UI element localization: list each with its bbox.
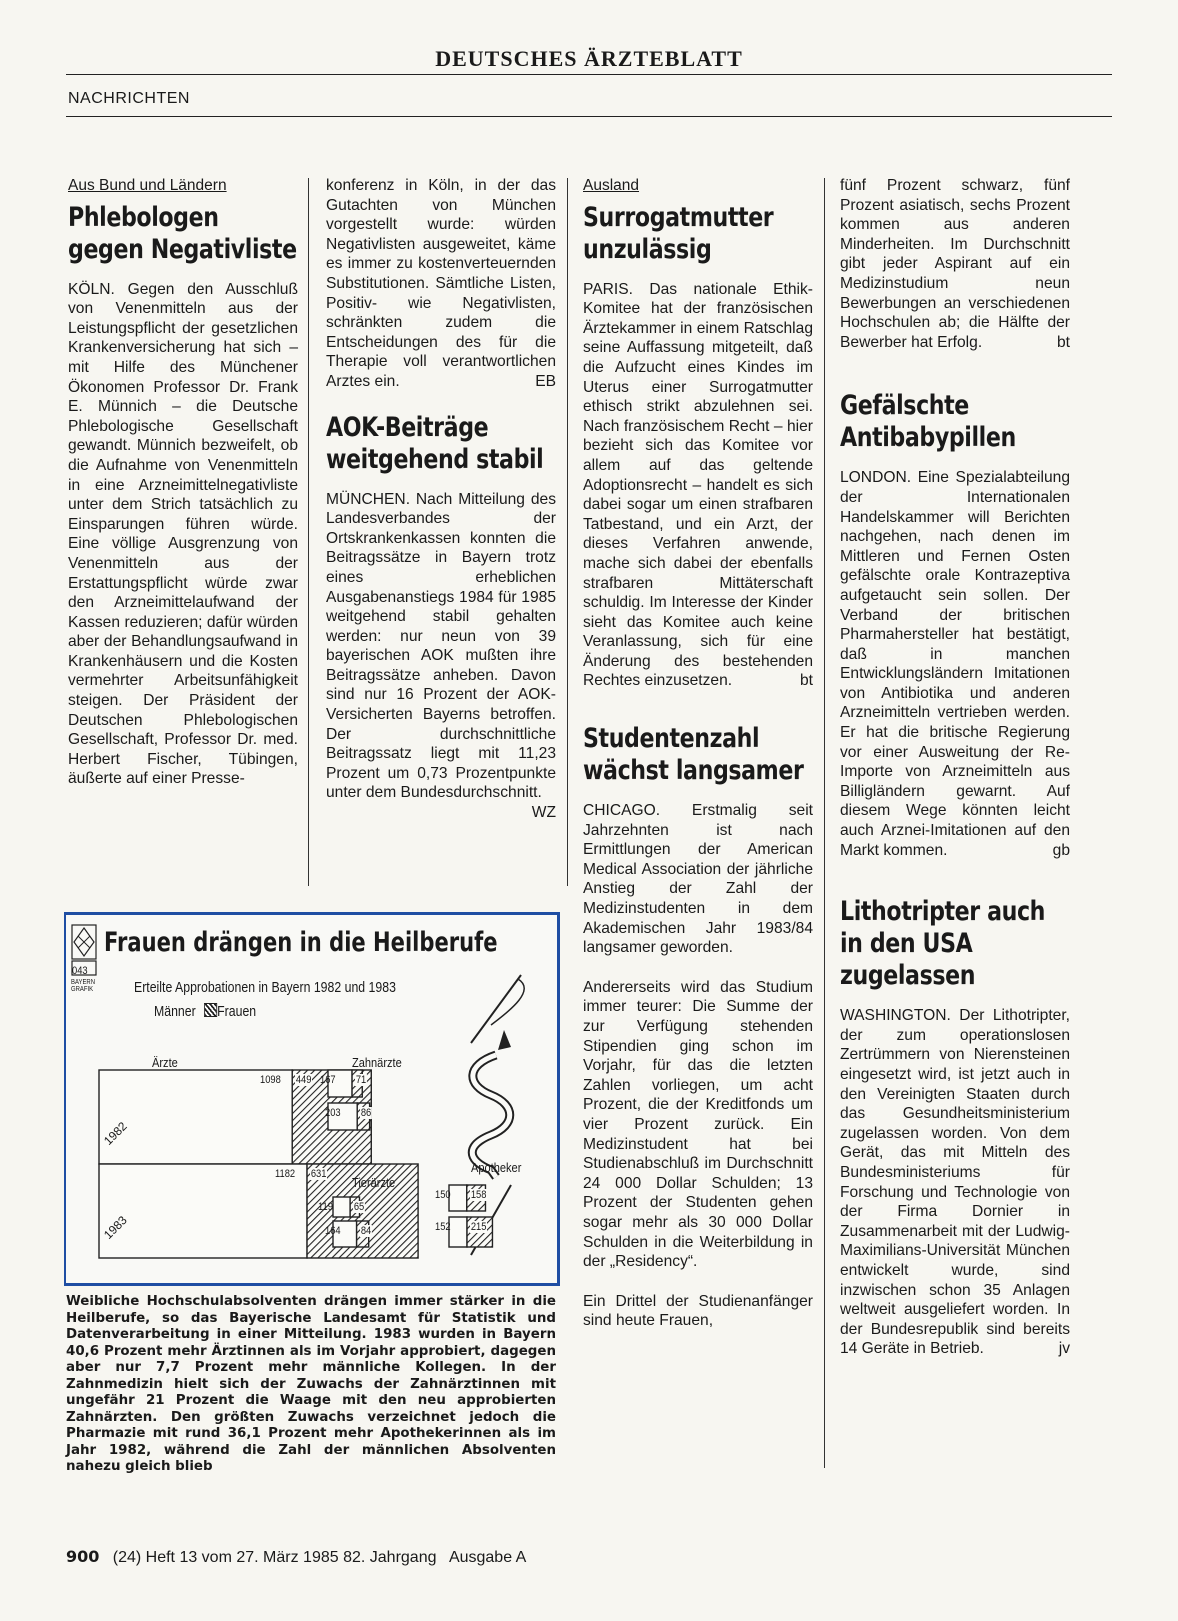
article-aok-text: MÜNCHEN. Nach Mitteilung des Landesverbandes der Ortskrankenkassen konnten die Beitragssätze in Bayern trotz eines erheblichen Ausgabenanstiegs 1984 für 1985 weitgehend stabil gehalten werden: nur neun von 39 bayerischen AOK mußten ihre Beitragssätze anheben. Davon sind nur 16 Prozent der AOK-Versicherten Bayerns betroffen. Der durchschnittliche Beitragssatz liegt mit 11,23 Prozent um 0,73 Prozentpunkte unter dem Bundesdurchschnitt. WZ <box>326 490 556 822</box>
column-4 <box>840 176 1070 1359</box>
article-studenten-text: CHICAGO. Erstmalig seit Jahrzehnten ist nach Ermittlungen der American Medical Association der jährliche Anstieg der Zahl der Medizinstudenten in dem Akademischen Jahr 1983/84 langsamer geworden. <box>583 802 813 957</box>
bar-men-apotheker-1983 <box>449 1217 467 1247</box>
masthead-rule <box>66 74 1112 75</box>
signature-bt: bt <box>1056 333 1070 351</box>
signature-jv: jv <box>1058 1340 1070 1358</box>
figure-caption: Weibliche Hochschulabsolventen drängen immer stärker in die Heilberufe, so das Bayerische Landesamt für Statistik und Datenverarbeitung in einer Mitteilung. 1983 wurden in Bayern 40,6 Prozent mehr Ärztinnen als im Vorjahr approbiert, dagegen aber nur 7,7 Prozent mehr männliche Kollegen. In der Zahnmedizin hielt sich der Zuwachs der Zahnärztinnen mit ungefähr 21 Prozent die Waage mit den neu approbierten Zahnärzten. Den größten Zuwachs verzeichnet jedoch die Pharmazie mit rund 36,1 Prozent mehr Apothekerinnen als im Jahr 1982, während die Zahl der männlichen Absolventen nahezu gleich blieb <box>66 1294 556 1474</box>
headline-aok: AOK-Beiträge weitgehend stabil <box>326 411 544 475</box>
column-divider <box>308 178 309 886</box>
column-3 <box>583 176 813 1331</box>
article-studenten-continued: fünf Prozent schwarz, fünf Prozent asiatisch, sechs Prozent kommen aus anderen Minderheiten. Im Durchschnitt gibt jeder Aspirant auf ein Medizinstudium neun Bewerbungen an verschiedenen Hochschulen ab; die Hälfte der Bewerber hat Erfolg. bt <box>840 177 1070 351</box>
edition: Ausgabe A <box>448 1549 527 1566</box>
value-men-ärzte-1982: 1098 <box>260 1074 282 1086</box>
value-women-zahnärzte-1983: 86 <box>361 1107 372 1119</box>
value-women-ärzte-1982: 449 <box>296 1074 312 1086</box>
article-surrogat-text: PARIS. Das nationale Ethik-Komitee hat der französischen Ärztekammer in einem Ratschlag seine Auffassung mitgeteilt, daß die Aufzucht eines Kindes im Uterus einer Surrogatmutter ethisch strikt abzulehnen sei. Nach französischem Recht – hier bezieht sich das Komitee vor allem auf das geltende Adoptionsrecht – handelt es sich dabei sogar um einen strafbaren Tatbestand, und ein Arzt, der dieses Verfahren anwende, mache sich dabei der ebenfalls strafbaren Mittäterschaft schuldig. Im Interesse der Kinder sieht das Komitee auch keine Veranlassung, sich für eine Änderung des bestehenden Rechtes einzusetzen. bt <box>583 280 813 690</box>
signature-eb: EB <box>535 372 556 390</box>
value-women-apotheker-1983: 215 <box>470 1221 487 1233</box>
logo-text: BAYERN GRAFIK <box>71 979 96 993</box>
value-men-ärzte-1983: 1182 <box>275 1168 296 1180</box>
value-men-zahnärzte-1982: 167 <box>320 1074 336 1086</box>
year-label-1982: 1982 <box>101 1119 130 1148</box>
headline-phlebologen: Phlebologen gegen Negativliste <box>68 201 297 265</box>
kicker-ausland: Ausland <box>583 177 640 194</box>
article-studenten-text-3: Ein Drittel der Studienanfänger sind heute Frauen, <box>583 1292 813 1330</box>
signature-wz: WZ <box>531 804 556 822</box>
headline-antibabypillen: Gefälschte Antibabypillen <box>840 390 1016 454</box>
section-rule <box>66 116 1112 117</box>
value-women-tierärzte-1983: 84 <box>360 1225 371 1237</box>
article-phlebologen-continued: konferenz in Köln, in der das Gutachten von München vorgestellt wurde: würden Negativlisten ausgeweitet, käme es immer zu kostenverteuernden Substitutionen. Sämtliche Listen, Positiv- wie Negativlisten, schränkten zudem die Entscheidungen des für die Therapie voll verantwortlichen Arztes ein. EB <box>326 177 556 390</box>
value-women-tierärzte-1982: 65 <box>353 1201 365 1213</box>
aesculap-staff-icon <box>471 975 524 1255</box>
column-1 <box>68 176 298 789</box>
chart-bars <box>99 1070 492 1258</box>
group-label-apotheker: Apotheker <box>471 1160 522 1175</box>
article-lithotripter-text: WASHINGTON. Der Lithotripter, der zum operationslosen Zertrümmern von Nierensteinen eingesetzt wird, ist jetzt auch in den Vereinigten Staaten durch das Gesundheitsministerium zugelassen worden. Von dem Gerät, das mit Mitteln des Bundesministeriums für Forschung und Technologie von der Firma Dornier in Zusammenarbeit mit der Ludwig-Maximilians-Universität München entwickelt wurde, sind inzwischen schon 35 Anlagen weltweit ausgeliefert worden. In der Bundesrepublik sind bereits 14 Geräte in Betrieb. jv <box>840 1007 1070 1358</box>
group-label-zahnärzte: Zahnärzte <box>352 1055 402 1070</box>
legend-men: Männer <box>154 1003 196 1020</box>
chart-legend <box>154 1003 256 1020</box>
legend-women: Frauen <box>217 1003 257 1020</box>
issue-info: (24) Heft 13 vom 27. März 1985 82. Jahrgang <box>112 1549 437 1566</box>
signature-gb: gb <box>1052 841 1070 859</box>
chart-title: Frauen drängen in die Heilberufe <box>104 927 498 958</box>
article-antibaby-text: LONDON. Eine Spezialabteilung der Internationalen Handelskammer will Berichten nachgehen, nach denen im Mittleren und Fernen Osten gefälschte orale Kontrazeptiva aufgetaucht sein sollen. Der Verband der britischen Pharmahersteller hat bestätigt, daß in manchen Entwicklungsländern Imitationen von Antibiotika und anderen Arzneimitteln vertrieben werden. Er hat die britische Regierung vor einer Ausweitung der Re-Importe von Arzneimitteln aus Billigländern gewarnt. Auf diesem Wege könnten leicht auch Arznei-Imitationen auf den Markt kommen. gb <box>840 469 1070 859</box>
headline-surrogatmutter: Surrogatmutter unzulässig <box>583 201 774 265</box>
chart-subtitle: Erteilte Approbationen in Bayern 1982 und 1983 <box>134 979 396 996</box>
value-women-zahnärzte-1982: 71 <box>355 1074 367 1086</box>
column-divider <box>567 178 568 886</box>
group-label-ärzte: Ärzte <box>152 1055 178 1070</box>
value-men-tierärzte-1982: 119 <box>318 1201 334 1213</box>
year-label-1983: 1983 <box>101 1213 130 1242</box>
kicker-bund-laender: Aus Bund und Ländern <box>68 177 227 194</box>
value-women-apotheker-1982: 158 <box>470 1189 487 1201</box>
value-men-tierärzte-1983: 164 <box>324 1225 341 1237</box>
value-women-ärzte-1983: 631 <box>310 1168 327 1180</box>
headline-lithotripter: Lithotripter auch in den USA zugelassen <box>840 896 1046 992</box>
section-label: NACHRICHTEN <box>68 90 190 107</box>
logo-number: 043 <box>72 965 88 977</box>
infographic-heilberufe <box>64 912 560 1286</box>
value-men-apotheker-1983: 152 <box>434 1221 451 1233</box>
signature-bt: bt <box>799 672 813 690</box>
page-footer <box>66 1547 526 1567</box>
legend-women-swatch <box>204 1003 217 1017</box>
headline-studentenzahl: Studentenzahl wächst langsamer <box>583 723 804 787</box>
bar-men-tierärzte-1982 <box>333 1197 350 1217</box>
group-label-tierärzte: Tierärzte <box>352 1175 396 1190</box>
bar-men-apotheker-1982 <box>449 1185 467 1211</box>
article-studenten-text-2: Andererseits wird das Studium immer teurer: Die Summe der zur Verfügung stehenden Stipendien ging schon im Vorjahr, für das die letzten Zahlen vorliegen, um acht Prozent, die der Kreditfonds um vier Prozent zurück. Ein Medizinstudent hat bei Studienabschluß im Durchschnitt 24 000 Dollar Schulden; 13 Prozent der Studenten gehen sogar mehr als 30 000 Dollar Schulden in die Weiterbildung in der „Residency“. <box>583 978 813 1271</box>
value-men-zahnärzte-1983: 203 <box>325 1107 341 1119</box>
column-divider <box>824 178 825 1468</box>
article-phlebologen-text: KÖLN. Gegen den Ausschluß von Venenmitteln aus der Leistungspflicht der gesetzlichen Krankenversicherung hat sich – mit Hilfe des Münchener Ökonomen Professor Dr. Frank E. Münnich – die Deutsche Phlebologische Gesellschaft gewandt. Münnich bezweifelt, ob die Aufnahme von Venenmitteln in eine Arzneimittelnegativliste unter dem Strich tatsächlich zu Einsparungen führen würde. Eine völlige Ausgrenzung von Venenmitteln aus der Erstattungspflicht würde zwar den Arzneimittelaufwand der Kassen reduzieren; dafür würden aber der Behandlungsaufwand in Krankenhäusern und die Kosten vermehrter Arbeitsunfähigkeit steigen. Der Präsident der Deutschen Phlebologischen Gesellschaft, Professor Dr. med. Herbert Fischer, Tübingen, äußerte auf einer Presse- <box>68 280 298 788</box>
page-number: 900 <box>66 1547 100 1566</box>
value-men-apotheker-1982: 150 <box>434 1189 451 1201</box>
masthead: DEUTSCHES ÄRZTEBLATT <box>435 46 743 71</box>
column-2 <box>326 176 556 823</box>
